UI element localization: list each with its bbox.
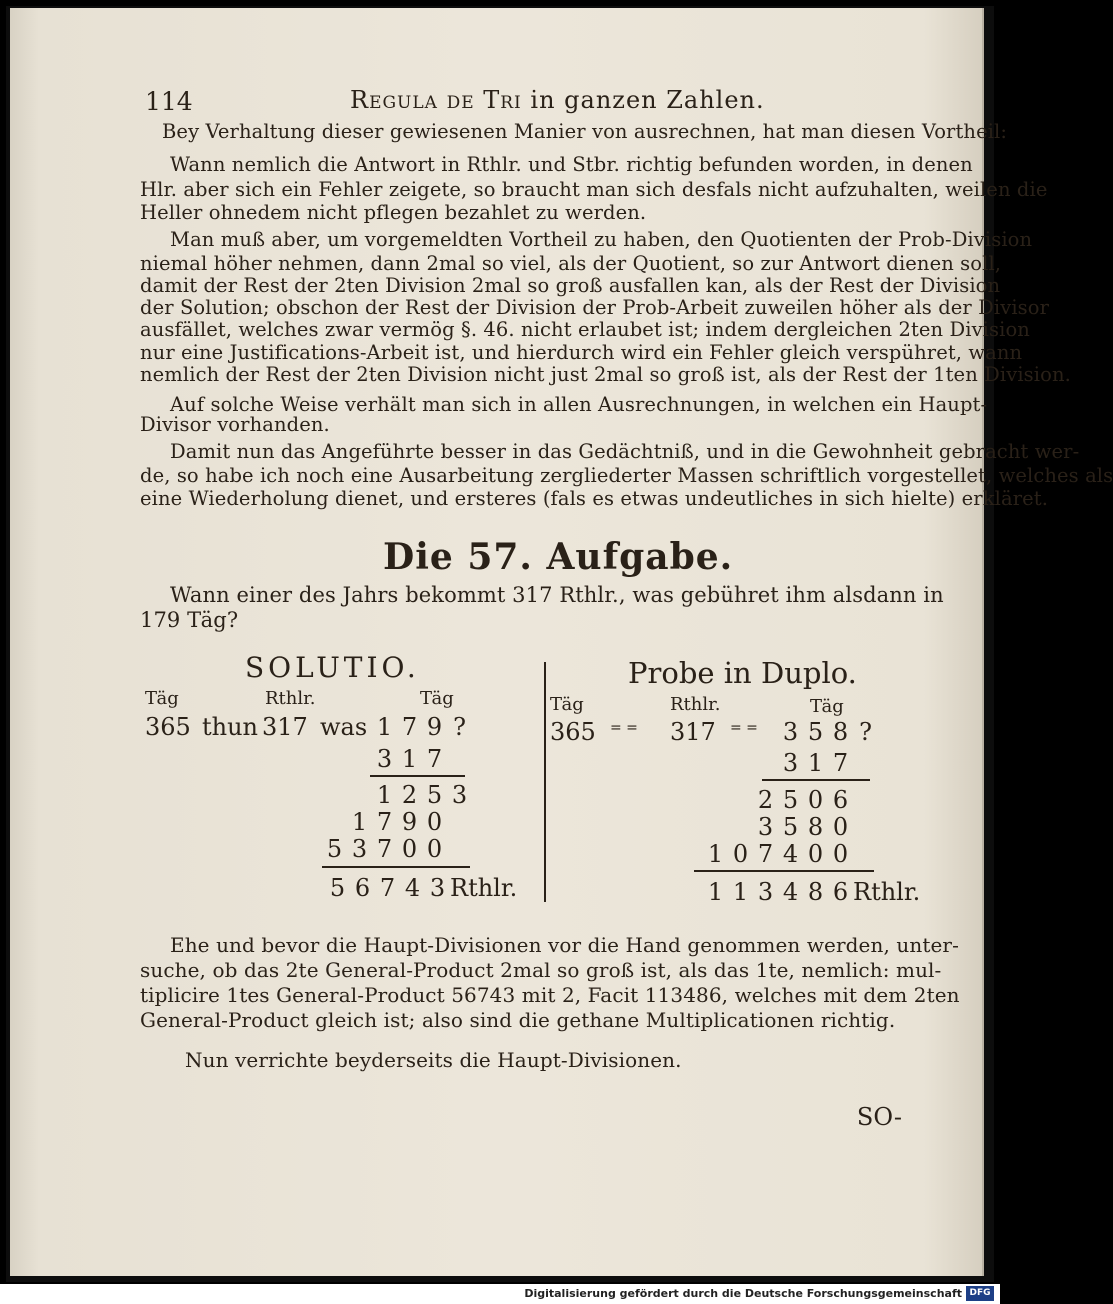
body-line: Hlr. aber sich ein Fehler zeigete, so braucht man sich desfals nicht aufzuhalten, weilen die [140, 178, 1048, 201]
running-head-german: in ganzen Zahlen. [521, 86, 765, 114]
body-line: Ehe und bevor die Haupt-Divisionen vor die Hand genommen werden, unter- [170, 933, 959, 957]
body-line: de, so habe ich noch eine Ausarbeitung zergliederter Massen schriftlich vorgestellet, welches als [140, 464, 1113, 487]
running-head-latin: Regula de Tri [350, 86, 522, 114]
probe-separator: = = [730, 720, 758, 736]
problem-heading: Die 57. Aufgabe. [383, 536, 734, 578]
solutio-partial: 1 2 5 3 [376, 781, 468, 809]
catchword: SO- [856, 1103, 902, 1131]
body-line: Heller ohnedem nicht pflegen bezahlet zu werden. [140, 201, 647, 224]
probe-title: Probe in Duplo. [628, 656, 857, 690]
probe-rule [762, 779, 870, 781]
probe-multiplier: 3 1 7 [782, 749, 849, 777]
page-number: 114 [145, 87, 193, 116]
probe-days: 365 [550, 718, 596, 746]
dfg-logo-icon: DFG [966, 1286, 994, 1301]
probe-partial: 2 5 0 6 [757, 786, 849, 814]
solutio-amount: 317 [262, 713, 308, 741]
body-line: Auf solche Weise verhält man sich in allen Ausrechnungen, in welchen ein Haupt- [170, 393, 988, 416]
body-line: nur eine Justifications-Arbeit ist, und hierdurch wird ein Fehler gleich verspühret, wann [140, 341, 1023, 364]
body-line: Damit nun das Angeführte besser in das Gedächtniß, und in die Gewohnheit gebracht wer- [170, 440, 1080, 463]
solutio-head-tag: Täg [420, 688, 454, 709]
solutio-head-tag: Täg [145, 688, 179, 709]
solutio-word-thun: thun [202, 713, 259, 741]
body-line: General-Product gleich ist; also sind die gethane Multiplicationen richtig. [140, 1008, 896, 1032]
solutio-multiplier: 3 1 7 [376, 745, 443, 773]
question-line: 179 Täg? [140, 608, 239, 632]
body-line: nemlich der Rest der 2ten Division nicht just 2mal so groß ist, als der Rest der 1ten Division. [140, 363, 1071, 386]
probe-rule [694, 870, 874, 872]
book-page [10, 8, 1113, 1276]
solutio-title: SOLUTIO. [245, 651, 420, 684]
probe-partial: 3 5 8 0 [757, 813, 849, 841]
probe-head-rthlr: Rthlr. [670, 694, 721, 715]
solutio-rule [322, 866, 470, 868]
body-line: Divisor vorhanden. [140, 413, 330, 436]
solutio-partial: 5 3 7 0 0 [326, 835, 443, 863]
solutio-result: 5 6 7 4 3 Rthlr. [329, 874, 518, 902]
probe-head-tag: Täg [810, 696, 844, 717]
probe-query: 3 5 8 ? [782, 718, 872, 746]
probe-partial: 1 0 7 4 0 0 [707, 840, 849, 868]
solutio-days: 365 [145, 713, 191, 741]
body-line: Wann nemlich die Antwort in Rthlr. und Stbr. richtig befunden worden, in denen [170, 153, 973, 176]
body-line: niemal höher nehmen, dann 2mal so viel, als der Quotient, so zur Antwort dienen soll, [140, 252, 1002, 275]
solutio-rule [370, 775, 465, 777]
question-line: Wann einer des Jahrs bekommt 317 Rthlr., was gebühret ihm alsdann in [170, 583, 944, 607]
body-line: tiplicire 1tes General-Product 56743 mit 2, Facit 113486, welches mit dem 2ten [140, 983, 960, 1007]
running-head [350, 86, 765, 114]
solutio-head-rthlr: Rthlr. [265, 688, 316, 709]
body-line: Bey Verhaltung dieser gewiesenen Manier von ausrechnen, hat man diesen Vortheil: [162, 120, 1008, 143]
solutio-partial: 1 7 9 0 [351, 808, 443, 836]
probe-result: 1 1 3 4 8 6 Rthlr. [707, 878, 921, 906]
body-line: suche, ob das 2te General-Product 2mal so groß ist, als das 1te, nemlich: mul- [140, 958, 942, 982]
body-line: eine Wiederholung dienet, und ersteres (fals es etwas undeutliches in sich hielte) erkläret. [140, 487, 1049, 510]
solutio-query: 1 7 9 ? [376, 713, 466, 741]
footer-credit: Digitalisierung gefördert durch die Deutsche Forschungsgemeinschaft [524, 1287, 962, 1300]
body-line: der Solution; obschon der Rest der Division der Prob-Arbeit zuweilen höher als der Divisor [140, 296, 1050, 319]
solutio-word-was: was [320, 713, 368, 741]
probe-head-tag: Täg [550, 694, 584, 715]
probe-amount: 317 [670, 718, 716, 746]
body-line: Nun verrichte beyderseits die Haupt-Divisionen. [185, 1048, 682, 1072]
probe-separator: = = [610, 720, 638, 736]
body-line: damit der Rest der 2ten Division 2mal so groß ausfallen kan, als der Rest der Division [140, 274, 1001, 297]
column-divider [544, 662, 546, 902]
body-line: Man muß aber, um vorgemeldten Vortheil zu haben, den Quotienten der Prob-Division [170, 228, 1033, 251]
body-line: ausfället, welches zwar vermög §. 46. nicht erlaubet ist; indem dergleichen 2ten Division [140, 318, 1030, 341]
